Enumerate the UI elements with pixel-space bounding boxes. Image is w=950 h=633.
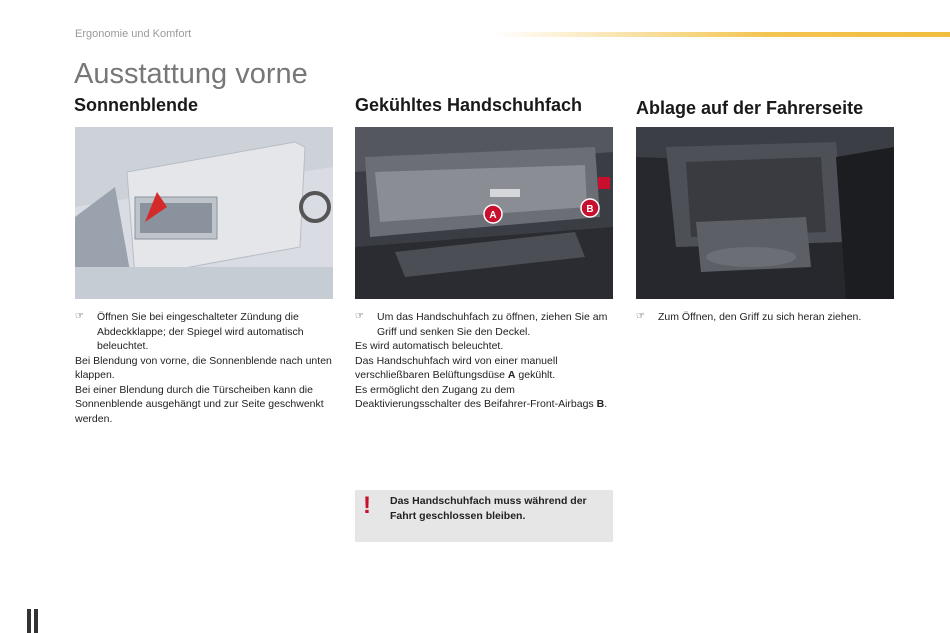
- section-title-driver-storage: Ablage auf der Fahrerseite: [636, 98, 864, 118]
- paragraph: Es wird automatisch beleuchtet.: [355, 340, 504, 352]
- sun-visor-text: [75, 310, 337, 426]
- section-title-sun-visor: Sonnenblende: [74, 95, 199, 115]
- paragraph: Es ermöglicht den Zugang zu dem Deaktivierungsschalter des Beifahrer-Front-Airbags B.: [355, 383, 608, 410]
- page-title: Ausstattung vorne: [74, 58, 308, 90]
- section-title-glove-box: Gekühltes Handschuhfach: [355, 95, 583, 115]
- paragraph: Bei Blendung von vorne, die Sonnenblende nach unten klappen.: [75, 354, 332, 381]
- pointing-hand-icon: ☞: [355, 311, 364, 322]
- list-item: ☞ Um das Handschuhfach zu öffnen, ziehen Sie am Griff und senken Sie den Deckel.: [355, 311, 608, 338]
- warning-box: [355, 490, 613, 542]
- glove-box-text: [355, 310, 617, 412]
- exclamation-icon: !: [363, 492, 371, 519]
- driver-storage-text: [636, 310, 898, 325]
- list-item: ☞ Zum Öffnen, den Griff zu sich heran ziehen.: [636, 311, 862, 323]
- callout-b: B: [586, 204, 594, 215]
- driver-side-storage-photo: [636, 127, 894, 299]
- warning-text: Das Handschuhfach muss während der Fahrt geschlossen bleiben.: [390, 495, 587, 522]
- pointing-hand-icon: ☞: [75, 311, 84, 322]
- sun-visor-photo: [75, 127, 333, 299]
- list-item: ☞ Öffnen Sie bei eingeschalteter Zündung die Abdeckklappe; der Spiegel wird automatisch beleuchtet.: [75, 311, 304, 352]
- header-accent-bar: [495, 32, 950, 37]
- glove-box-photo: [355, 127, 613, 299]
- callout-a: A: [489, 210, 497, 221]
- page-edge-marker: [27, 605, 43, 633]
- paragraph: Bei einer Blendung durch die Türscheiben kann die Sonnenblende ausgehängt und zur Seite geschwenkt werden.: [75, 383, 324, 425]
- pointing-hand-icon: ☞: [636, 311, 645, 322]
- chapter-header: Ergonomie und Komfort: [75, 28, 192, 40]
- paragraph: Das Handschuhfach wird von einer manuell verschließbaren Belüftungsdüse A gekühlt.: [355, 354, 558, 381]
